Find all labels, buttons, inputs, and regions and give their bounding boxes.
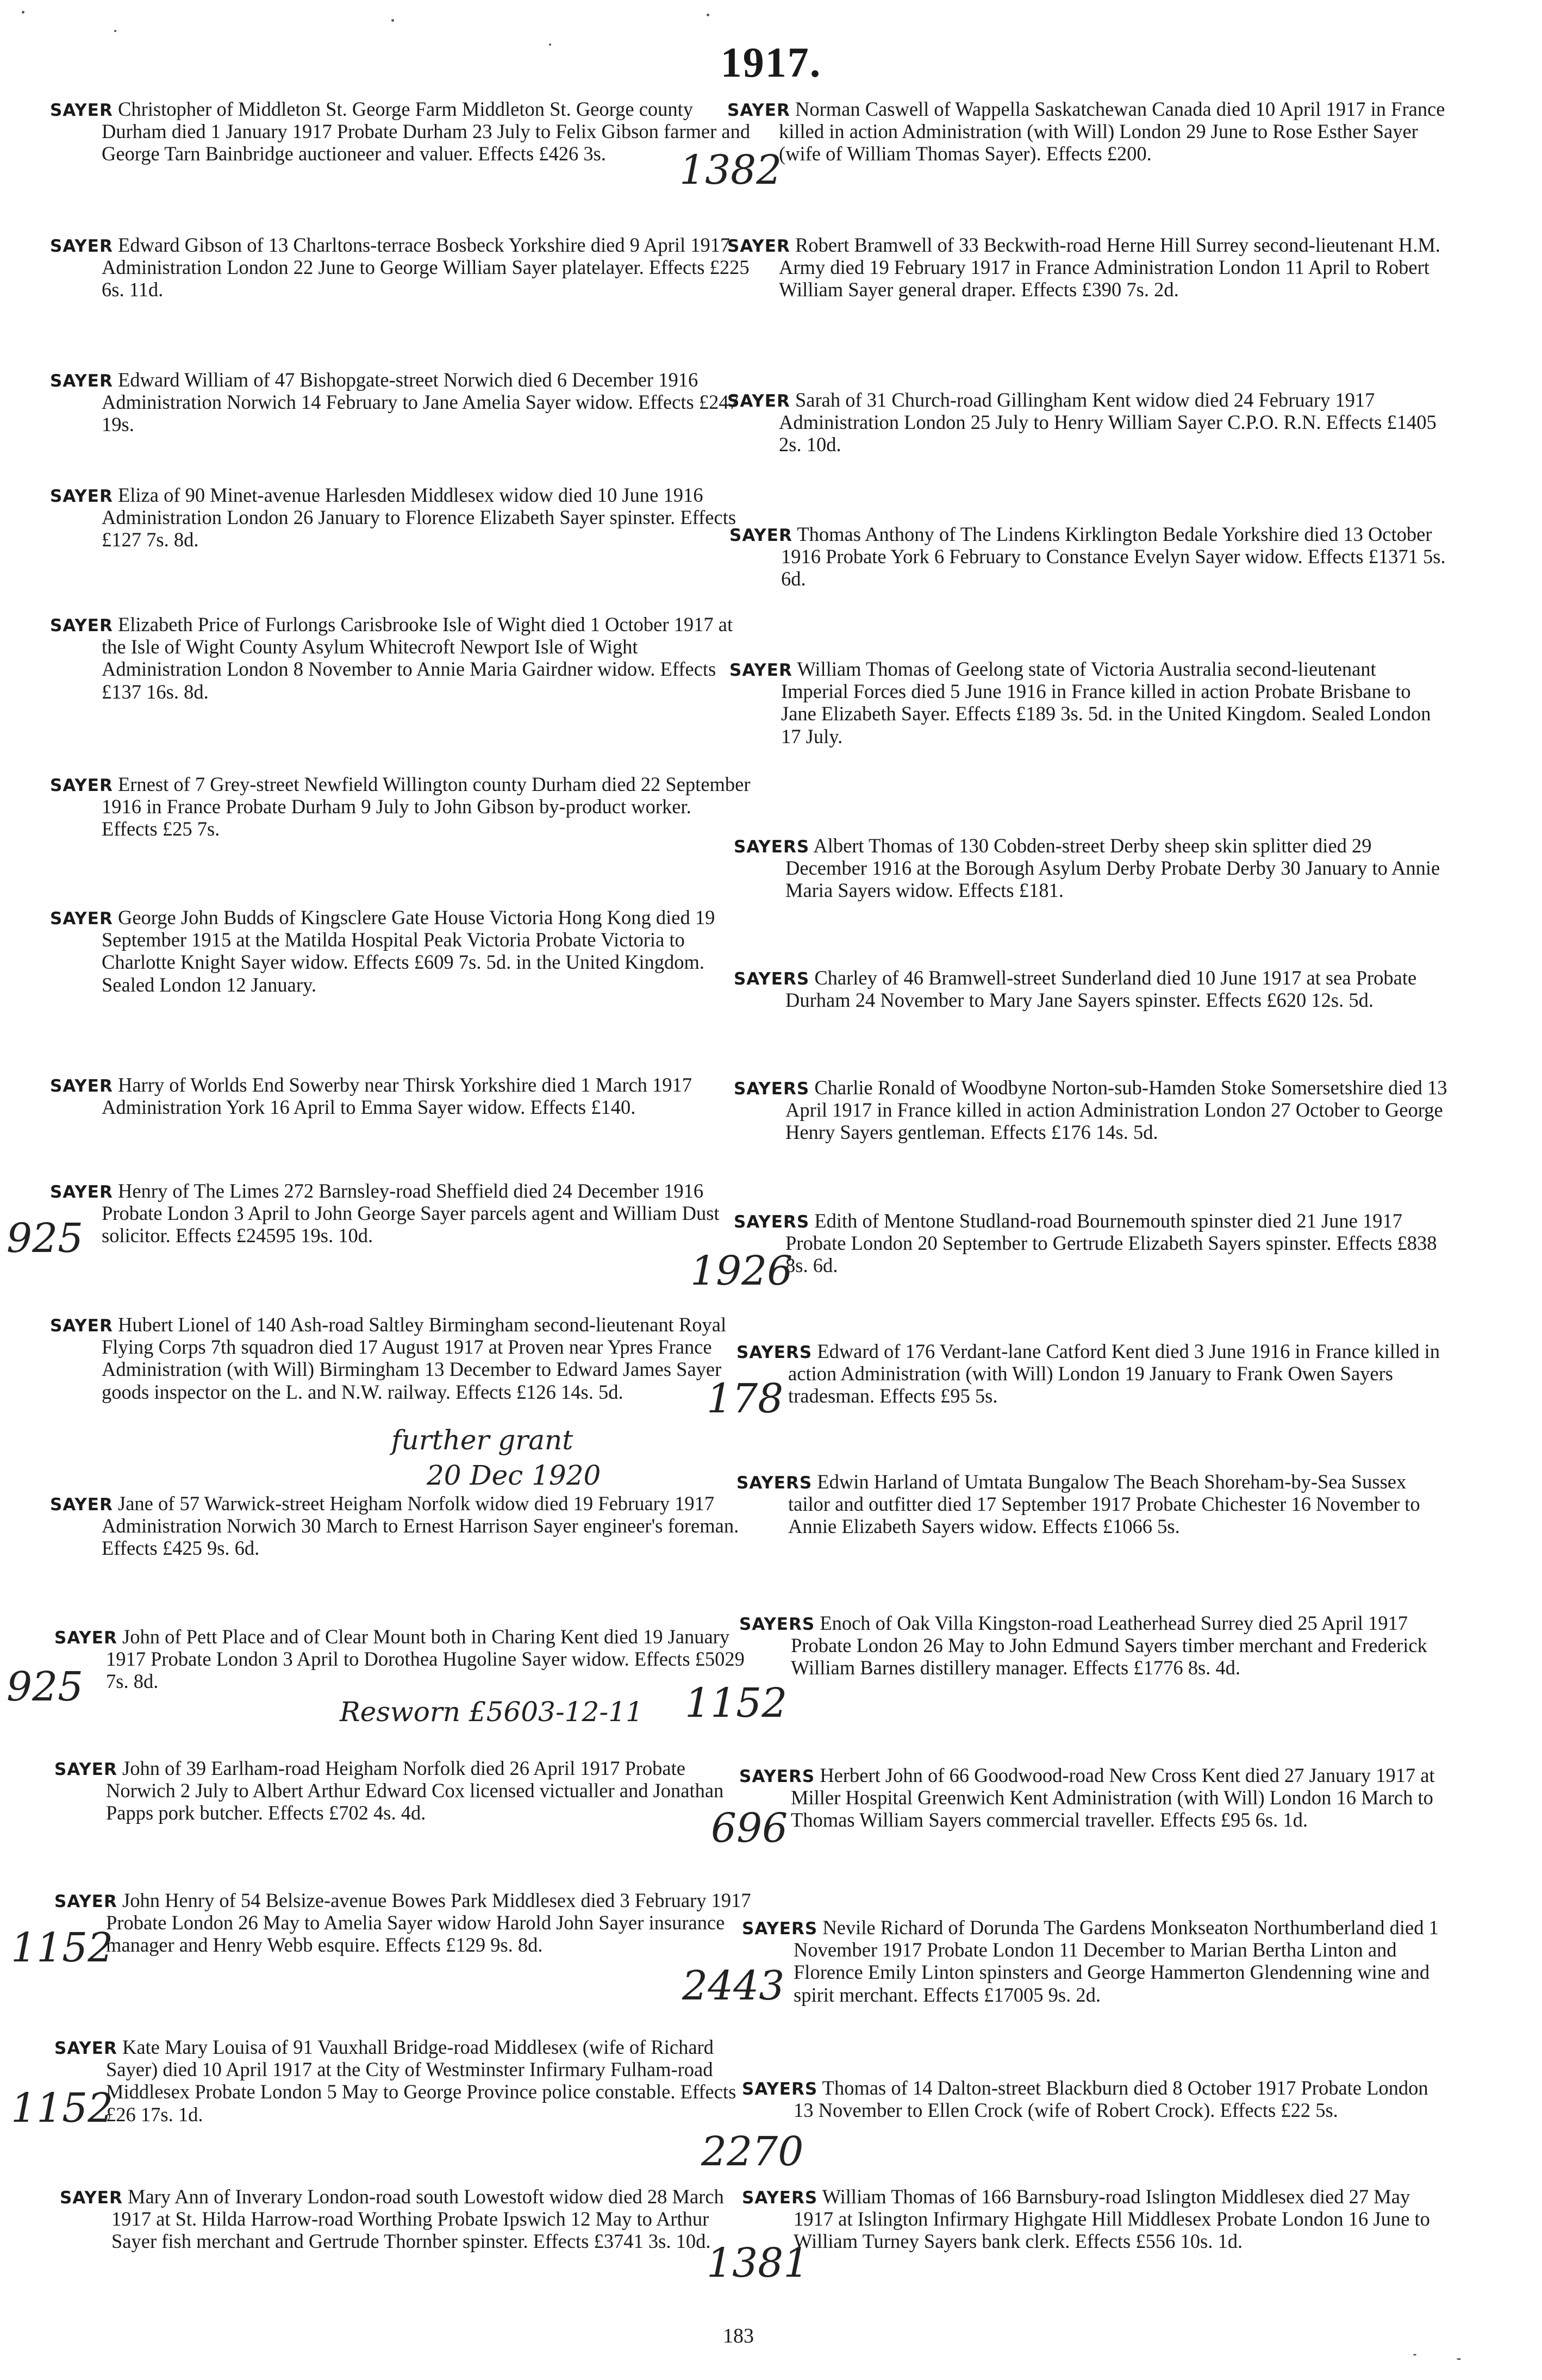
entry-surname: SAYERS bbox=[739, 1615, 815, 1634]
entry bbox=[734, 1210, 1447, 1277]
entry bbox=[50, 98, 751, 165]
entry-text: Edwin Harland of Umtata Bungalow The Beach Shoreham-by-Sea Sussex tailor and outfitter died 17 September 1917 Probate Chichester 16 November to Annie Elizabeth Sayers widow. Effects £1066 5s. bbox=[788, 1471, 1420, 1538]
entry-surname: SAYER bbox=[60, 2188, 123, 2208]
entry-surname: SAYER bbox=[50, 1316, 113, 1336]
entry bbox=[736, 1340, 1447, 1407]
entry-text: Mary Ann of Inverary London-road south Lowestoft widow died 28 March 1917 at St. Hilda Harrow-road Worthing Probate Ipswich 12 May to Arthur Sayer fish merchant and Gertrude Thornber spinster. Effects £3741 3s. 10d. bbox=[111, 2185, 724, 2253]
handwritten-note: further grant bbox=[391, 1424, 573, 1456]
entry bbox=[50, 1492, 751, 1560]
entry-text: William Thomas of Geelong state of Victoria Australia second-lieutenant Imperial Forces died 5 June 1916 in France killed in action Probate Brisbane to Jane Elizabeth Sayer. Effects £189 3s. 5d. in the United Kingdom. Sealed London 17 July. bbox=[781, 658, 1431, 747]
entry-surname: SAYER bbox=[50, 236, 113, 256]
entry bbox=[736, 1471, 1447, 1538]
entry-text: John Henry of 54 Belsize-avenue Bowes Park Middlesex died 3 February 1917 Probate London 26 May to Amelia Sayer widow Harold John Sayer insurance manager and Henry Webb esquire. Effects £129 9s. 8d. bbox=[106, 1889, 751, 1957]
entry-text: John of Pett Place and of Clear Mount both in Charing Kent died 19 January 1917 Probate London 3 April to Dorothea Hugoline Sayer widow. Effects £5029 7s. 8d. bbox=[106, 1625, 745, 1693]
entry-text: Edward of 176 Verdant-lane Catford Kent died 3 June 1916 in France killed in action Administration (with Will) London 19 January to Frank Owen Sayers tradesman. Effects £95 5s. bbox=[788, 1340, 1440, 1407]
entry-text: John of 39 Earlham-road Heigham Norfolk died 26 April 1917 Probate Norwich 2 July to Albert Arthur Edward Cox licensed victualler and Jonathan Papps pork butcher. Effects £702 4s. 4d. bbox=[106, 1757, 724, 1824]
entry-surname: SAYER bbox=[727, 101, 790, 120]
entry bbox=[727, 98, 1447, 165]
handwritten-note: 925 bbox=[7, 1215, 84, 1262]
handwritten-note: 178 bbox=[707, 1375, 784, 1422]
entry bbox=[742, 2185, 1447, 2253]
entry bbox=[54, 1757, 751, 1824]
entry-text: Henry of The Limes 272 Barnsley-road Sheffield died 24 December 1916 Probate London 3 April to John George Sayer parcels agent and William Dust solicitor. Effects £24595 19s. 10d. bbox=[102, 1180, 720, 1247]
entry bbox=[742, 2077, 1447, 2121]
entry bbox=[739, 1612, 1447, 1679]
entry-text: Edith of Mentone Studland-road Bournemouth spinster died 21 June 1917 Probate London 20 September to Gertrude Elizabeth Sayers spinster. Effects £838 8s. 6d. bbox=[785, 1210, 1437, 1277]
entry bbox=[50, 1180, 751, 1247]
entry-surname: SAYERS bbox=[742, 2188, 818, 2208]
entry bbox=[729, 658, 1447, 747]
handwritten-note: 696 bbox=[711, 1805, 788, 1852]
handwritten-note: 925 bbox=[7, 1663, 84, 1710]
entry bbox=[734, 1076, 1447, 1144]
entry-text: Nevile Richard of Dorunda The Gardens Monkseaton Northumberland died 1 November 1917 Probate London 11 December to Marian Bertha Linton and Florence Emily Linton spinsters and George Hammerton Glendenning wine and spirit merchant. Effects £17005 9s. 2d. bbox=[794, 1916, 1439, 2006]
entry-surname: SAYER bbox=[729, 526, 792, 545]
entry-text: George John Budds of Kingsclere Gate House Victoria Hong Kong died 19 September 1915 at the Matilda Hospital Peak Victoria Probate Victoria to Charlotte Knight Sayer widow. Effects £609 7s. 5d. in the United Kingdom. Sealed London 12 January. bbox=[102, 906, 715, 996]
entry-surname: SAYER bbox=[50, 487, 113, 506]
entry-surname: SAYER bbox=[727, 236, 790, 256]
entry bbox=[50, 1074, 751, 1118]
entry-surname: SAYERS bbox=[736, 1473, 813, 1493]
page-year: 1917. bbox=[720, 39, 822, 86]
entry-text: Herbert John of 66 Goodwood-road New Cross Kent died 27 January 1917 at Miller Hospital Greenwich Kent Administration (with Will) London 16 March to Thomas William Sayers commercial traveller. Effects £95 6s. 1d. bbox=[791, 1764, 1435, 1831]
scan-speck bbox=[22, 11, 24, 14]
entry-text: William Thomas of 166 Barnsbury-road Islington Middlesex died 27 May 1917 at Islington Infirmary Highgate Hill Middlesex Probate London 16 June to William Turney Sayers bank clerk. Effects £556 10s. 1d. bbox=[794, 2185, 1430, 2253]
handwritten-note: 1382 bbox=[679, 147, 782, 194]
entry bbox=[734, 967, 1447, 1011]
entry-text: Charlie Ronald of Woodbyne Norton-sub-Hamden Stoke Somersetshire died 13 April 1917 in France killed in action Administration London 27 October to George Henry Sayers gentleman. Effects £176 14s. 5d. bbox=[785, 1076, 1447, 1144]
entry-text: Ernest of 7 Grey-street Newfield Willington county Durham died 22 September 1916 in France Probate Durham 9 July to John Gibson by-product worker. Effects £25 7s. bbox=[102, 773, 751, 840]
scan-speck bbox=[391, 19, 394, 22]
entry-surname: SAYER bbox=[54, 1760, 117, 1779]
handwritten-note: 1152 bbox=[11, 2085, 114, 2132]
entry bbox=[54, 1625, 751, 1693]
entry-surname: SAYER bbox=[50, 776, 113, 795]
entry-text: Thomas of 14 Dalton-street Blackburn died 8 October 1917 Probate London 13 November to Ellen Crock (wife of Robert Crock). Effects £22 5s. bbox=[794, 2077, 1428, 2122]
entry-surname: SAYERS bbox=[742, 2079, 818, 2099]
entry bbox=[50, 234, 751, 301]
handwritten-note: 20 Dec 1920 bbox=[427, 1460, 601, 1491]
entry-surname: SAYER bbox=[727, 391, 790, 411]
entry-surname: SAYER bbox=[54, 1892, 117, 1911]
entry bbox=[50, 369, 751, 436]
entry-text: Sarah of 31 Church-road Gillingham Kent widow died 24 February 1917 Administration London 25 July to Henry William Sayer C.P.O. R.N. Effects £1405 2s. 10d. bbox=[779, 389, 1437, 456]
entry-surname: SAYER bbox=[50, 1076, 113, 1096]
entry bbox=[54, 2036, 751, 2126]
entry-text: Christopher of Middleton St. George Farm Middleton St. George county Durham died 1 January 1917 Probate Durham 23 July to Felix Gibson farmer and George Tarn Bainbridge auctioneer and valuer. Effects £426 3s. bbox=[102, 98, 751, 165]
entry-text: Albert Thomas of 130 Cobden-street Derby sheep skin splitter died 29 December 1916 at the Borough Asylum Derby Probate Derby 30 January to Annie Maria Sayers widow. Effects £181. bbox=[785, 834, 1440, 902]
handwritten-note: 1926 bbox=[690, 1248, 793, 1294]
entry-surname: SAYERS bbox=[734, 969, 810, 989]
entry-surname: SAYERS bbox=[736, 1343, 813, 1362]
entry-surname: SAYERS bbox=[742, 1919, 818, 1939]
entry-surname: SAYER bbox=[729, 661, 792, 680]
entry bbox=[739, 1764, 1447, 1831]
handwritten-note: 1152 bbox=[685, 1680, 788, 1727]
entry-surname: SAYERS bbox=[734, 1079, 810, 1099]
entry bbox=[60, 2185, 751, 2253]
entry bbox=[50, 484, 751, 551]
entry-text: Eliza of 90 Minet-avenue Harlesden Middlesex widow died 10 June 1916 Administration London 26 January to Florence Elizabeth Sayer spinster. Effects £127 7s. 8d. bbox=[102, 484, 736, 551]
page-number: 183 bbox=[723, 2325, 754, 2347]
scan-speck bbox=[707, 14, 709, 16]
handwritten-note: Resworn £5603-12-11 bbox=[340, 1696, 643, 1728]
entry-text: Enoch of Oak Villa Kingston-road Leatherhead Surrey died 25 April 1917 Probate London 26 May to John Edmund Sayers timber merchant and Frederick William Barnes distillery manager. Effects £1776 8s. 4d. bbox=[791, 1612, 1427, 1679]
entry-surname: SAYER bbox=[50, 1182, 113, 1202]
entry-text: Norman Caswell of Wappella Saskatchewan Canada died 10 April 1917 in France killed in action Administration (with Will) London 29 June to Rose Esther Sayer (wife of William Thomas Sayer). Effects £200. bbox=[779, 98, 1445, 165]
entry-surname: SAYERS bbox=[734, 837, 810, 857]
scan-speck bbox=[114, 30, 116, 32]
handwritten-note: 1152 bbox=[11, 1924, 114, 1971]
entry-surname: SAYER bbox=[50, 371, 113, 391]
entry-surname: SAYERS bbox=[739, 1767, 815, 1786]
handwritten-note: 2443 bbox=[682, 1962, 785, 2009]
entry-text: Harry of Worlds End Sowerby near Thirsk Yorkshire died 1 March 1917 Administration York 16 April to Emma Sayer widow. Effects £140. bbox=[102, 1074, 692, 1119]
entry bbox=[729, 523, 1447, 590]
entry-surname: SAYER bbox=[50, 909, 113, 929]
scan-speck bbox=[1457, 2358, 1461, 2360]
entry-text: Robert Bramwell of 33 Beckwith-road Herne Hill Surrey second-lieutenant H.M. Army died 19 February 1917 in France Administration London 11 April to Robert William Sayer general draper. Effects £390 7s. 2d. bbox=[779, 234, 1440, 301]
entry-text: Jane of 57 Warwick-street Heigham Norfolk widow died 19 February 1917 Administration Norwich 30 March to Ernest Harrison Sayer engineer's foreman. Effects £425 9s. 6d. bbox=[102, 1492, 739, 1560]
entry bbox=[734, 834, 1447, 902]
entry bbox=[727, 234, 1447, 301]
entry-text: Thomas Anthony of The Lindens Kirklington Bedale Yorkshire died 13 October 1916 Probate York 6 February to Constance Evelyn Sayer widow. Effects £1371 5s. 6d. bbox=[781, 523, 1446, 590]
entry-surname: SAYERS bbox=[734, 1212, 810, 1232]
handwritten-note: 2270 bbox=[701, 2128, 804, 2175]
scan-speck bbox=[549, 43, 551, 46]
entry-text: Charley of 46 Bramwell-street Sunderland died 10 June 1917 at sea Probate Durham 24 November to Mary Jane Sayers spinster. Effects £620 12s. 5d. bbox=[785, 967, 1417, 1012]
entry-text: Edward William of 47 Bishopgate-street Norwich died 6 December 1916 Administration Norwich 14 February to Jane Amelia Sayer widow. Effects £247 19s. bbox=[102, 369, 739, 436]
entry bbox=[54, 1889, 751, 1957]
entry-text: Elizabeth Price of Furlongs Carisbrooke Isle of Wight died 1 October 1917 at the Isle of Wight County Asylum Whitecroft Newport Isle of Wight Administration London 8 November to Annie Maria Gairdner widow. Effects £137 16s. 8d. bbox=[102, 613, 733, 703]
entry bbox=[50, 1313, 751, 1403]
entry-surname: SAYER bbox=[50, 1495, 113, 1515]
entry bbox=[50, 613, 751, 703]
scan-speck bbox=[1413, 2354, 1416, 2356]
entry bbox=[727, 389, 1447, 456]
handwritten-note: 1381 bbox=[707, 2240, 809, 2286]
entry-text: Hubert Lionel of 140 Ash-road Saltley Birmingham second-lieutenant Royal Flying Corps 7th squadron died 17 August 1917 at Proven near Ypres France Administration (with Will) Birmingham 13 December to Edward James Sayer goods inspector on the L. and N.W. railway. Effects £126 14s. 5d. bbox=[102, 1313, 727, 1403]
entry-text: Edward Gibson of 13 Charltons-terrace Bosbeck Yorkshire died 9 April 1917 Administration London 22 June to George William Sayer platelayer. Effects £225 6s. 11d. bbox=[102, 234, 750, 301]
entry-surname: SAYER bbox=[50, 616, 113, 636]
entry-surname: SAYER bbox=[50, 101, 113, 120]
entry-surname: SAYER bbox=[54, 2039, 117, 2058]
entry-text: Kate Mary Louisa of 91 Vauxhall Bridge-road Middlesex (wife of Richard Sayer) died 10 April 1917 at the City of Westminster Infirmary Fulham-road Middlesex Probate London 5 May to George Province police constable. Effects £26 17s. 1d. bbox=[106, 2036, 736, 2126]
entry bbox=[50, 906, 751, 996]
entry bbox=[50, 773, 751, 840]
entry-surname: SAYER bbox=[54, 1628, 117, 1648]
entry bbox=[742, 1916, 1447, 2006]
